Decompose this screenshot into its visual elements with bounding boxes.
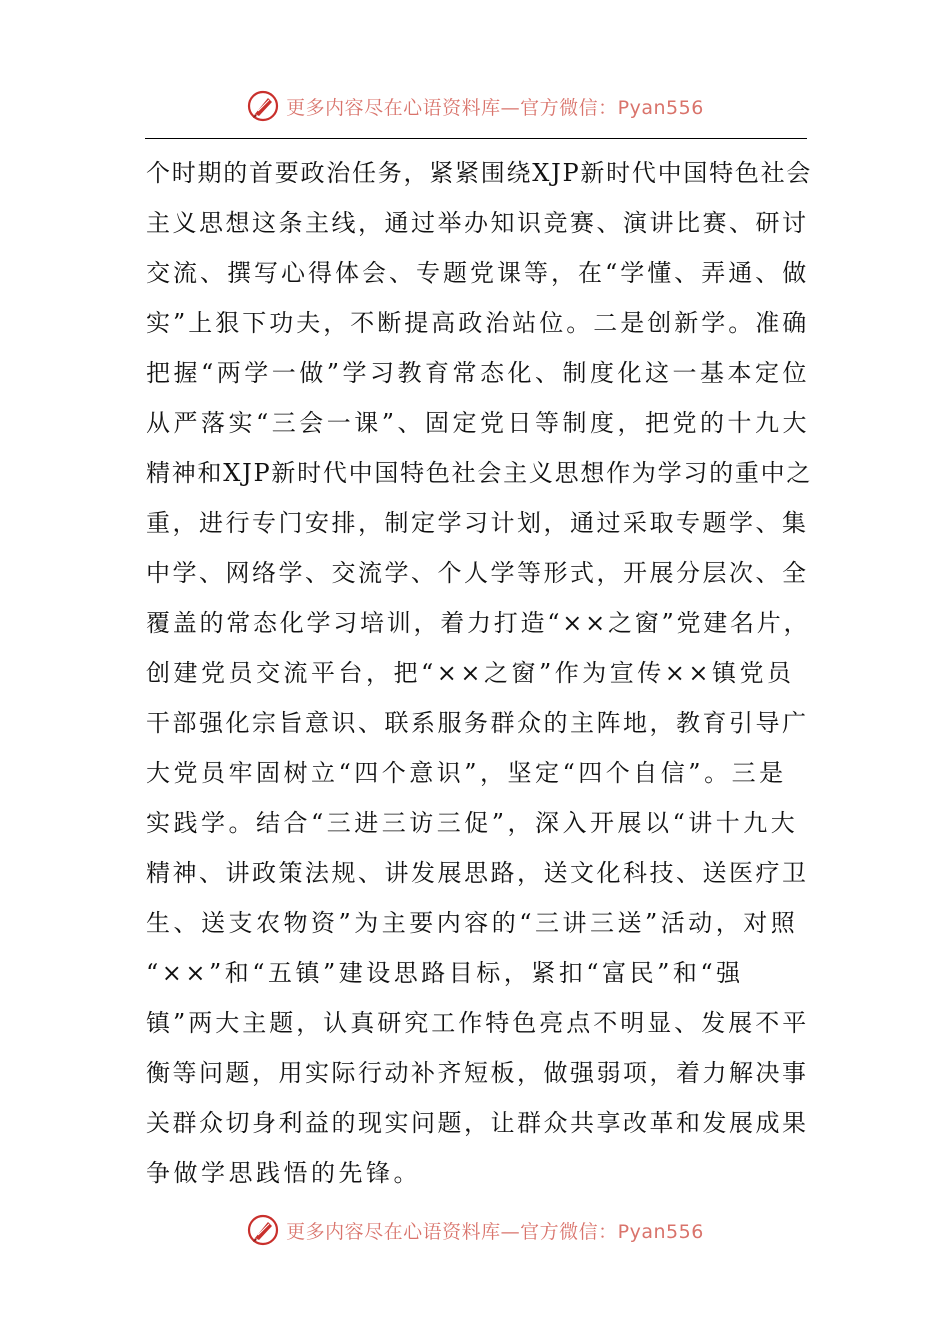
body-line: 关群众切身利益的现实问题，让群众共享改革和发展成果 — [146, 1109, 809, 1137]
body-line: 主义思想这条主线，通过举办知识竞赛、演讲比赛、研讨 — [146, 209, 809, 237]
body-line: 重，进行专门安排，制定学习计划，通过采取专题学、集 — [146, 509, 809, 537]
header-banner — [0, 86, 950, 126]
document-body — [146, 148, 813, 1198]
body-line: 实践学。结合“三进三访三促”，深入开展以“讲十九大 — [146, 809, 799, 837]
pen-nib-logo-icon — [246, 1213, 280, 1247]
footer-banner — [0, 1210, 950, 1250]
footer-banner-text — [286, 1217, 704, 1244]
body-line: 个时期的首要政治任务，紧紧围绕XJP新时代中国特色社会 — [146, 159, 813, 187]
header-banner-wechat-id: Pyan556 — [617, 96, 704, 119]
header-banner-text — [286, 93, 704, 120]
body-line: 精神、讲政策法规、讲发展思路，送文化科技、送医疗卫 — [146, 859, 809, 887]
body-line: 干部强化宗旨意识、联系服务群众的主阵地，教育引导广 — [146, 709, 809, 737]
footer-banner-label: 更多内容尽在心语资料库—官方微信： — [286, 1220, 618, 1243]
body-line: 交流、撰写心得体会、专题党课等，在“学懂、弄通、做 — [146, 259, 810, 287]
body-line: 覆盖的常态化学习培训，着力打造“××之窗”党建名片， — [146, 609, 811, 637]
body-line: 衡等问题，用实际行动补齐短板，做强弱项，着力解决事 — [146, 1059, 809, 1087]
body-line: 创建党员交流平台，把“××之窗”作为宣传××镇党员 — [146, 659, 795, 687]
pen-nib-logo-icon — [246, 89, 280, 123]
body-line: 大党员牢固树立“四个意识”，坚定“四个自信”。三是 — [146, 759, 787, 787]
body-line: 中学、网络学、交流学、个人学等形式，开展分层次、全 — [146, 559, 809, 587]
footer-banner-wechat-id: Pyan556 — [617, 1220, 704, 1243]
body-line: 生、送支农物资”为主要内容的“三讲三送”活动，对照 — [146, 909, 799, 937]
header-divider — [145, 138, 807, 139]
body-line: 镇”两大主题，认真研究工作特色亮点不明显、发展不平 — [146, 1009, 810, 1037]
body-line: 从严落实“三会一课”、固定党日等制度，把党的十九大 — [146, 409, 811, 437]
body-line: 争做学思践悟的先锋。 — [146, 1159, 421, 1187]
body-line: 把握“两学一做”学习教育常态化、制度化这一基本定位 — [146, 359, 811, 387]
body-line: 实”上狠下功夫，不断提高政治站位。二是创新学。准确 — [146, 309, 810, 337]
header-banner-label: 更多内容尽在心语资料库—官方微信： — [286, 96, 618, 119]
body-line: “××”和“五镇”建设思路目标，紧扣“富民”和“强 — [146, 959, 744, 987]
body-line: 精神和XJP新时代中国特色社会主义思想作为学习的重中之 — [146, 459, 813, 487]
